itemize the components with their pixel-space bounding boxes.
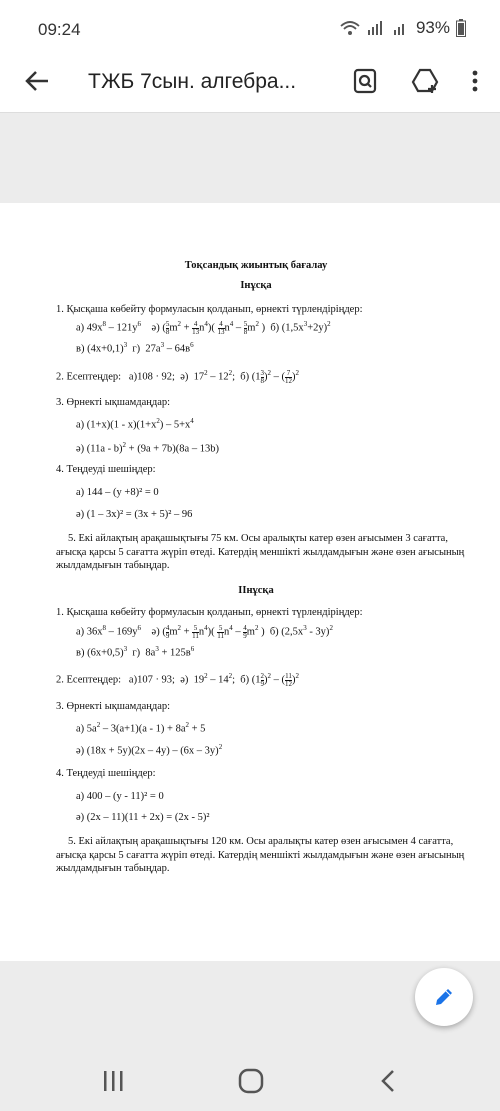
v1-task-1-expr: а) $49х^8 - 121у^6$ ә) ( $\frac{5}{8}$ $m^2$ + $\frac{4}{13}$ $n^4$)( $\frac{4}{13}$ $n^4$ – $\frac{5}{8}$ $m^2$ ) б) $(1,5х^3+2у)^2$ [76,319,331,336]
system-nav-bar [0,1050,500,1111]
v1-task-4: 4. Теңдеуді шешіңдер: [56,464,156,475]
signal-icon-2 [392,20,410,36]
document-title: ТЖБ 7сын. алгебра... [88,70,297,93]
v1-task-1-expr-2: в) $(4х+0,1)^3$ г) $27а^3 - 64в^6$ [76,341,194,355]
v1-task-4b: ә) (1 – 3х)² = (3х + 5)² – 96 [76,509,193,520]
back-nav-icon[interactable] [374,1068,404,1094]
v2-task-1-expr-2: в) $(6х+0,5)^3$ г) $8а^3 + 125в^6$ [76,645,195,659]
v2-task-2-label: 2. Есептеңдер: [56,674,122,686]
v2-task-4b: ә) (2х – 11)(11 + 2х) = (2х - 5)² [76,812,210,823]
home-icon[interactable] [236,1068,266,1094]
more-vert-icon[interactable] [460,66,490,96]
v1-task-2: 2. Есептеңдер: а)108 · 92; ә) $17^2 - 12^2$; б) (1 $\frac{3}{8}$ )$^2$ – ( $\frac{7}{12}$ )$^2$ [56,368,300,385]
variant-1-label: Інұсқа [240,280,272,291]
status-bar [0,0,500,56]
v2-task-1: 1. Қысқаша көбейту формуласын қолданып, өрнекті түрлендіріңдер: [56,607,363,618]
v1-task-2-label: 2. Есептеңдер: [56,371,122,383]
v2-task-5: 5. Екі айлақтың арақашықтығы 120 км. Осы аралықты катер өзен ағысымен 4 сағатта, ағысқа қарсы 5 сағатта жүріп өтеді. Катердің меншікті жылдамдығын және өзен ағысының жылдамдығын табыңдар. [56,836,465,875]
v2-task-3: 3. Өрнекті ықшамдаңдар: [56,701,171,712]
v1-task-3a: а) $(1+х)(1 - х)(1+х^2) - 5+х^4$ [76,417,194,431]
document-heading: Тоқсандық жиынтық бағалау [184,260,328,271]
v2-task-4a: а) 400 – (у - 11)² = 0 [76,791,164,802]
status-icons [340,18,466,38]
v1-task-3b: ә) (11а - b)$^2$ + (9а + 7b)(8а – 13b) [76,441,219,455]
pencil-icon [432,985,456,1009]
v2-task-4: 4. Теңдеуді шешіңдер: [56,768,156,779]
v2-task-1-expr: а) $36х^8 - 169у^6$ ә) ( $\frac{4}{9}$ $m^2$ + $\frac{5}{11}$ $n^4$)( $\frac{5}{11}$ $n^4$ – $\frac{4}{9}$ $m^2$ ) б) $(2,5х^3 - 3у)^2$ [76,623,333,640]
v2-task-3a: а) $5а^2 - 3(а+1)(а - 1) + 8а^2 + 5$ [76,721,206,735]
app-bar [0,56,500,113]
viewer-background [0,113,500,203]
wifi-icon [340,20,360,36]
v1-task-1: 1. Қысқаша көбейту формуласын қолданып, өрнекті түрлендіріңдер: [56,304,363,315]
v2-task-2: 2. Есептеңдер: а)107 · 93; ә) $19^2 - 14^2$; б) (1 $\frac{2}{9}$ )$^2$ – ( $\frac{11}{12}$ )$^2$ [56,671,300,688]
arrow-left-icon[interactable] [22,66,52,96]
recent-apps-icon[interactable] [98,1068,128,1094]
add-to-drive-icon[interactable] [410,66,440,96]
v1-task-3: 3. Өрнекті ықшамдаңдар: [56,397,171,408]
document-page [0,203,500,961]
v1-task-4a: а) 144 – (у +8)² = 0 [76,487,159,498]
edit-button[interactable] [415,968,473,1026]
battery-percent: 93% [415,18,450,37]
status-time: 09:24 [38,20,81,39]
v1-task-5: 5. Екі айлақтың арақашықтығы 75 км. Осы аралықты катер өзен ағысымен 3 сағатта, ағысқа қарсы 5 сағатта жүріп өтеді. Катердің меншікті жылдамдығын және өзен ағысының жылдамдығын табыңдар. [56,533,465,572]
signal-icon [366,20,386,36]
variant-2-label: ІІнұсқа [238,585,274,596]
preview-icon[interactable] [350,66,380,96]
v2-task-3b: ә) (18х + 5у)(2х – 4у) – (6х – 3у)$^2$ [76,743,223,757]
battery-icon [456,19,466,37]
